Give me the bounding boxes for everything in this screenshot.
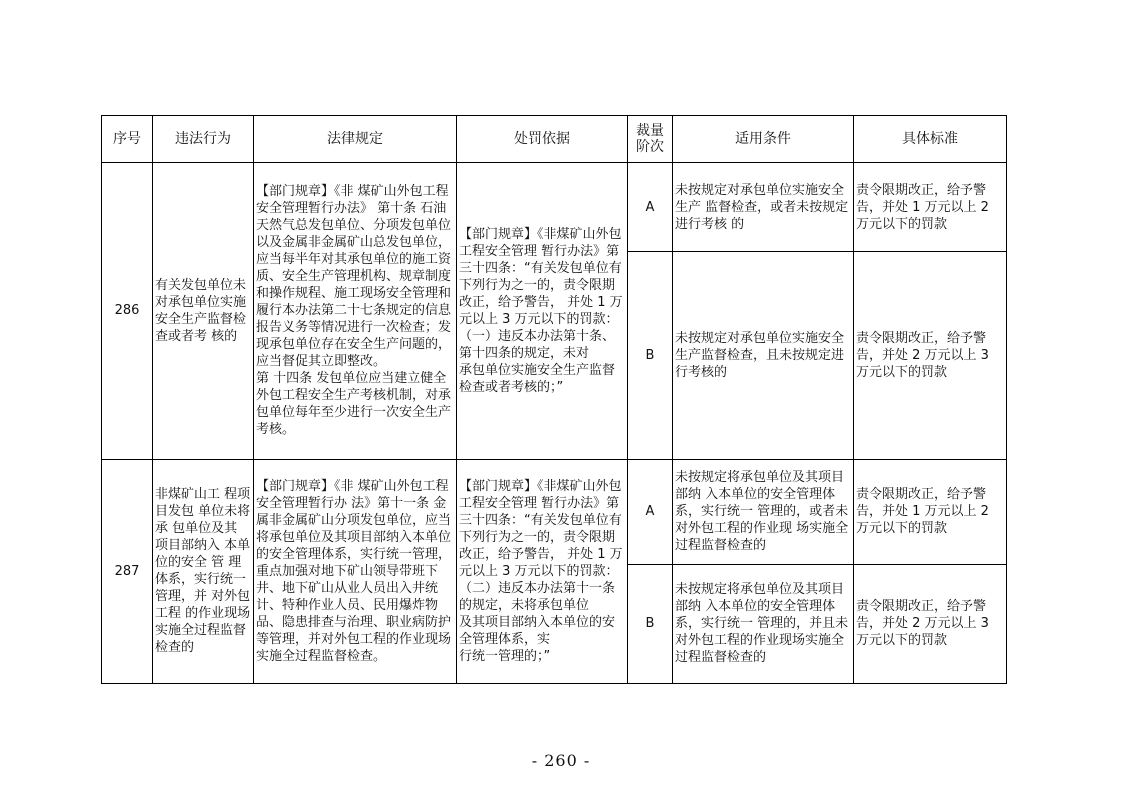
table-row (102, 459, 1007, 564)
page-number: - 260 - (531, 751, 591, 770)
row-seq: 287 (102, 459, 153, 683)
header-level (628, 116, 673, 163)
row-condition: 未按规定将承包单位及其项目部纳 入本单位的安全管理体系，实行统一 管理的，并且未对外包工程的作业现场实施全过程监督检查的 (673, 564, 854, 683)
row-condition: 未按规定将承包单位及其项目部纳 入本单位的安全管理体系，实行统一 管理的，或者未对外包工程的作业现 场实施全过程监督检查的 (673, 459, 854, 564)
row-basis: 【部门规章】《非煤矿山外包工程安全管理 暂行办法》第三十四条：“有关发包单位有 下列行为之一的，责令限期改正，给予警告， 并处 1 万元以上 3 万元以下的罚款：（一）违反本办法第十条、第十四条的规定，未对 承包单位实施安全生产监督检查或者考核的；” (457, 163, 628, 460)
row-level: A (628, 163, 673, 252)
row-condition: 未按规定对承包单位实施安全生产监督检查，且未按规定进行考核的 (673, 252, 854, 459)
row-standard: 责令限期改正，给予警告，并处 1 万元以上 2 万元以下的罚款 (854, 163, 1007, 252)
row-law: 【部门规章】《非 煤矿山外包工程 安全管理暂行办法》 第十条 石油天然气总发包单位、分项发包单位以及金属非金属矿山总发包单位，应当每半年对其承包单位的施工资质、安全生产管理机构、规章制度和操作规程、施工现场安全管理和履行本办法第二十七条规定的信息报告义务等情况进行一次检查；发现承包单位存在安全生产问题的，应当督促其立即整改。 第 十四条 发包单位应当建立健全外包工程安全生产考核机制，对承包单位每年至少进行一次安全生产考核。 (254, 163, 457, 460)
header-level-line2: 阶次 (636, 139, 664, 155)
header-seq: 序号 (102, 116, 153, 163)
header-row (102, 116, 1007, 163)
header-law: 法律规定 (254, 116, 457, 163)
row-seq: 286 (102, 163, 153, 460)
row-standard: 责令限期改正，给予警告，并处 2 万元以上 3 万元以下的罚款 (854, 564, 1007, 683)
row-law: 【部门规章】《非 煤矿山外包工程 安全管理暂行办 法》第十一条 金属非金属矿山分项发包单位，应当将承包单位及其项目部纳入本单位的安全管理体系，实行统一管理，重点加强对地下矿山领导带班下井、地下矿山从业人员出入井统计、特种作业人员、民用爆炸物品、隐患排查与治理、职业病防护等管理，并对外包工程的作业现场实施全过程监督检查。 (254, 459, 457, 683)
row-basis: 【部门规章】《非煤矿山外包工程安全管理 暂行办法》第三十四条：“有关发包单位有 下列行为之一的，责令限期改正，给予警告， 并处 1 万元以上 3 万元以下的罚款：（二）违反本办法第十一条的规定，未将承包单位 及其项目部纳入本单位的安全管理体系，实 行统一管理的；” (457, 459, 628, 683)
header-basis: 处罚依据 (457, 116, 628, 163)
penalty-table (101, 115, 1007, 684)
table-row (102, 163, 1007, 252)
header-standard: 具体标准 (854, 116, 1007, 163)
row-violation: 有关发包单位未对承包单位实施安全生产监督检查或者考 核的 (153, 163, 254, 460)
row-level: B (628, 252, 673, 459)
header-violation: 违法行为 (153, 116, 254, 163)
row-violation: 非煤矿山工 程项目发包 单位未将承 包单位及其 项目部纳入 本单位的安全 管 理 体系，实行统一管理，并 对外包工程 的作业现场 实施全过程监督检查的 (153, 459, 254, 683)
row-standard: 责令限期改正，给予警告，并处 1 万元以上 2 万元以下的罚款 (854, 459, 1007, 564)
header-level-line1: 裁量 (636, 123, 664, 139)
header-condition: 适用条件 (673, 116, 854, 163)
row-level: B (628, 564, 673, 683)
row-level: A (628, 459, 673, 564)
row-condition: 未按规定对承包单位实施安全生产 监督检查，或者未按规定进行考核 的 (673, 163, 854, 252)
row-standard: 责令限期改正，给予警告，并处 2 万元以上 3 万元以下的罚款 (854, 252, 1007, 459)
